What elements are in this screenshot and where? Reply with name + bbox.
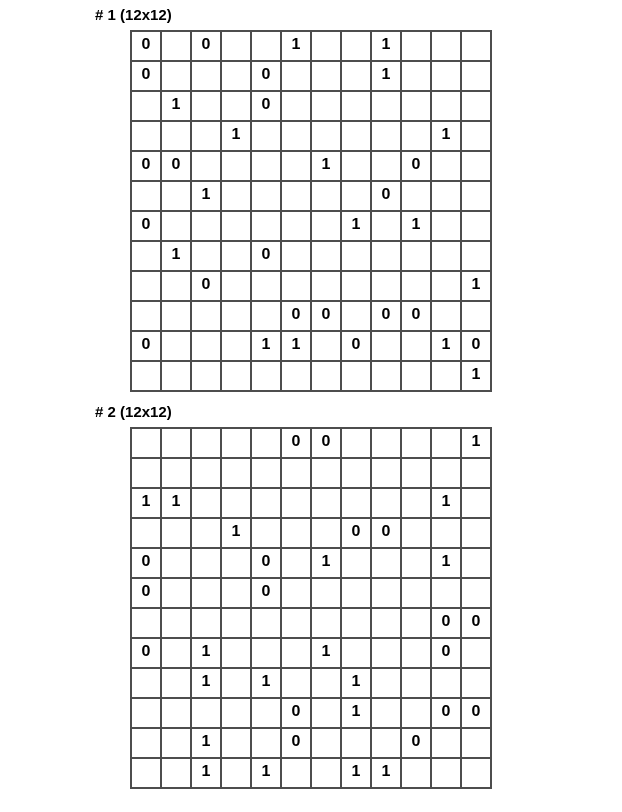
grid-cell-clue: 0 xyxy=(132,639,160,667)
grid-cell-empty xyxy=(282,242,310,270)
grid-cell-empty xyxy=(132,609,160,637)
grid-cell-empty xyxy=(402,182,430,210)
grid-cell-empty xyxy=(282,579,310,607)
grid-cell-empty xyxy=(342,122,370,150)
grid-cell-empty xyxy=(462,62,490,90)
puzzle-1-grid xyxy=(130,30,492,392)
grid-cell-empty xyxy=(312,519,340,547)
grid-cell-empty xyxy=(252,212,280,240)
grid-cell-empty xyxy=(402,332,430,360)
grid-cell-empty xyxy=(312,272,340,300)
grid-cell-empty xyxy=(222,332,250,360)
grid-cell-empty xyxy=(342,639,370,667)
grid-cell-empty xyxy=(402,272,430,300)
grid-cell-empty xyxy=(462,122,490,150)
grid-cell-clue: 1 xyxy=(342,212,370,240)
puzzle-1 xyxy=(0,8,622,392)
grid-cell-clue: 1 xyxy=(252,669,280,697)
grid-cell-clue: 0 xyxy=(432,609,460,637)
grid-cell-empty xyxy=(342,609,370,637)
grid-cell-empty xyxy=(342,32,370,60)
grid-cell-clue: 0 xyxy=(132,212,160,240)
grid-cell-empty xyxy=(222,549,250,577)
grid-cell-empty xyxy=(222,699,250,727)
grid-cell-empty xyxy=(372,609,400,637)
grid-cell-empty xyxy=(312,92,340,120)
grid-cell-empty xyxy=(282,272,310,300)
grid-cell-empty xyxy=(462,549,490,577)
grid-cell-clue: 1 xyxy=(372,62,400,90)
grid-cell-empty xyxy=(312,32,340,60)
grid-cell-empty xyxy=(222,32,250,60)
grid-cell-empty xyxy=(402,609,430,637)
grid-cell-empty xyxy=(312,332,340,360)
grid-cell-empty xyxy=(402,519,430,547)
grid-cell-empty xyxy=(162,609,190,637)
grid-cell-clue: 1 xyxy=(192,669,220,697)
grid-cell-empty xyxy=(282,489,310,517)
grid-cell-empty xyxy=(222,362,250,390)
grid-cell-empty xyxy=(402,549,430,577)
grid-cell-empty xyxy=(132,759,160,787)
grid-cell-empty xyxy=(162,182,190,210)
grid-cell-empty xyxy=(312,182,340,210)
grid-cell-clue: 1 xyxy=(312,639,340,667)
grid-cell-empty xyxy=(222,92,250,120)
grid-cell-clue: 0 xyxy=(132,152,160,180)
grid-cell-empty xyxy=(252,152,280,180)
grid-cell-empty xyxy=(312,212,340,240)
grid-cell-empty xyxy=(162,272,190,300)
grid-cell-empty xyxy=(462,729,490,757)
grid-cell-empty xyxy=(282,182,310,210)
grid-cell-empty xyxy=(402,62,430,90)
grid-cell-empty xyxy=(162,362,190,390)
grid-cell-empty xyxy=(372,152,400,180)
grid-cell-clue: 1 xyxy=(192,759,220,787)
grid-cell-empty xyxy=(192,152,220,180)
grid-cell-clue: 1 xyxy=(462,272,490,300)
grid-cell-empty xyxy=(222,302,250,330)
grid-cell-empty xyxy=(342,182,370,210)
grid-cell-empty xyxy=(132,92,160,120)
grid-cell-empty xyxy=(132,459,160,487)
grid-cell-empty xyxy=(222,759,250,787)
grid-cell-empty xyxy=(432,212,460,240)
grid-cell-clue: 1 xyxy=(432,489,460,517)
grid-cell-clue: 1 xyxy=(162,489,190,517)
grid-cell-clue: 0 xyxy=(342,519,370,547)
grid-cell-empty xyxy=(372,579,400,607)
grid-cell-empty xyxy=(252,362,280,390)
grid-cell-empty xyxy=(162,699,190,727)
grid-cell-clue: 1 xyxy=(462,362,490,390)
grid-cell-empty xyxy=(462,489,490,517)
grid-cell-empty xyxy=(282,362,310,390)
grid-cell-empty xyxy=(432,729,460,757)
grid-cell-empty xyxy=(342,429,370,457)
grid-cell-clue: 1 xyxy=(252,759,280,787)
grid-cell-empty xyxy=(162,639,190,667)
grid-cell-empty xyxy=(402,429,430,457)
grid-cell-empty xyxy=(342,729,370,757)
grid-cell-empty xyxy=(222,669,250,697)
grid-cell-clue: 1 xyxy=(192,182,220,210)
grid-cell-empty xyxy=(162,519,190,547)
grid-cell-empty xyxy=(192,362,220,390)
grid-cell-empty xyxy=(462,92,490,120)
grid-cell-empty xyxy=(402,669,430,697)
grid-cell-empty xyxy=(132,669,160,697)
grid-cell-clue: 0 xyxy=(252,242,280,270)
grid-cell-empty xyxy=(462,242,490,270)
grid-cell-empty xyxy=(132,182,160,210)
grid-cell-empty xyxy=(252,122,280,150)
grid-cell-empty xyxy=(192,62,220,90)
puzzle-2-grid xyxy=(130,427,492,789)
grid-cell-empty xyxy=(222,429,250,457)
grid-cell-empty xyxy=(162,302,190,330)
grid-cell-empty xyxy=(132,519,160,547)
grid-cell-empty xyxy=(432,242,460,270)
grid-cell-empty xyxy=(252,519,280,547)
grid-cell-empty xyxy=(252,182,280,210)
grid-cell-empty xyxy=(312,699,340,727)
grid-cell-empty xyxy=(162,729,190,757)
grid-cell-empty xyxy=(432,152,460,180)
grid-cell-empty xyxy=(222,579,250,607)
grid-cell-clue: 0 xyxy=(162,152,190,180)
grid-cell-empty xyxy=(222,459,250,487)
grid-cell-clue: 0 xyxy=(132,32,160,60)
grid-cell-empty xyxy=(132,429,160,457)
grid-cell-empty xyxy=(282,609,310,637)
grid-cell-clue: 0 xyxy=(342,332,370,360)
grid-cell-empty xyxy=(192,302,220,330)
grid-cell-clue: 0 xyxy=(132,62,160,90)
grid-cell-empty xyxy=(342,362,370,390)
grid-cell-empty xyxy=(432,272,460,300)
grid-cell-clue: 0 xyxy=(192,32,220,60)
grid-cell-empty xyxy=(402,579,430,607)
grid-cell-empty xyxy=(342,62,370,90)
grid-cell-empty xyxy=(312,729,340,757)
puzzle-2-title: # 2 (12x12) xyxy=(95,404,172,421)
grid-cell-empty xyxy=(462,519,490,547)
grid-cell-clue: 0 xyxy=(132,579,160,607)
grid-cell-empty xyxy=(132,362,160,390)
grid-cell-empty xyxy=(342,92,370,120)
grid-cell-empty xyxy=(432,429,460,457)
grid-cell-clue: 1 xyxy=(432,122,460,150)
grid-cell-empty xyxy=(462,759,490,787)
grid-cell-empty xyxy=(252,32,280,60)
grid-cell-empty xyxy=(402,489,430,517)
grid-cell-empty xyxy=(312,759,340,787)
grid-cell-empty xyxy=(372,332,400,360)
grid-cell-empty xyxy=(222,489,250,517)
grid-cell-empty xyxy=(462,669,490,697)
grid-cell-empty xyxy=(222,272,250,300)
grid-cell-empty xyxy=(162,669,190,697)
grid-cell-clue: 1 xyxy=(252,332,280,360)
grid-cell-clue: 1 xyxy=(342,669,370,697)
grid-cell-empty xyxy=(342,272,370,300)
grid-cell-empty xyxy=(372,729,400,757)
grid-cell-empty xyxy=(432,519,460,547)
grid-cell-empty xyxy=(282,62,310,90)
grid-cell-empty xyxy=(162,332,190,360)
grid-cell-empty xyxy=(312,62,340,90)
grid-cell-empty xyxy=(372,699,400,727)
grid-cell-empty xyxy=(312,122,340,150)
grid-cell-clue: 0 xyxy=(462,332,490,360)
grid-cell-empty xyxy=(132,699,160,727)
grid-cell-empty xyxy=(372,242,400,270)
grid-cell-empty xyxy=(462,302,490,330)
grid-cell-empty xyxy=(402,32,430,60)
grid-cell-clue: 0 xyxy=(402,302,430,330)
grid-cell-clue: 0 xyxy=(282,302,310,330)
grid-cell-empty xyxy=(162,212,190,240)
grid-cell-clue: 0 xyxy=(372,182,400,210)
grid-cell-clue: 0 xyxy=(372,302,400,330)
grid-cell-clue: 1 xyxy=(462,429,490,457)
grid-cell-empty xyxy=(342,242,370,270)
grid-cell-clue: 0 xyxy=(462,609,490,637)
grid-cell-empty xyxy=(282,459,310,487)
grid-cell-empty xyxy=(192,459,220,487)
grid-cell-empty xyxy=(432,579,460,607)
grid-cell-empty xyxy=(372,549,400,577)
grid-cell-empty xyxy=(372,429,400,457)
grid-cell-clue: 1 xyxy=(192,639,220,667)
grid-cell-empty xyxy=(462,32,490,60)
grid-cell-empty xyxy=(432,459,460,487)
grid-cell-empty xyxy=(192,579,220,607)
grid-cell-clue: 1 xyxy=(312,549,340,577)
grid-cell-clue: 1 xyxy=(402,212,430,240)
grid-cell-empty xyxy=(252,429,280,457)
grid-cell-empty xyxy=(132,272,160,300)
grid-cell-empty xyxy=(192,609,220,637)
grid-cell-clue: 1 xyxy=(342,759,370,787)
grid-cell-empty xyxy=(342,459,370,487)
grid-cell-empty xyxy=(252,699,280,727)
grid-cell-clue: 1 xyxy=(342,699,370,727)
grid-cell-empty xyxy=(462,152,490,180)
grid-cell-empty xyxy=(192,92,220,120)
grid-cell-empty xyxy=(312,242,340,270)
grid-cell-empty xyxy=(432,92,460,120)
grid-cell-empty xyxy=(132,122,160,150)
grid-cell-empty xyxy=(282,122,310,150)
grid-cell-empty xyxy=(162,122,190,150)
grid-cell-clue: 0 xyxy=(372,519,400,547)
grid-cell-empty xyxy=(222,182,250,210)
grid-cell-empty xyxy=(462,212,490,240)
grid-cell-empty xyxy=(402,362,430,390)
grid-cell-empty xyxy=(282,669,310,697)
grid-cell-empty xyxy=(432,669,460,697)
grid-cell-empty xyxy=(162,579,190,607)
grid-cell-empty xyxy=(402,122,430,150)
grid-cell-clue: 1 xyxy=(432,549,460,577)
grid-cell-empty xyxy=(162,429,190,457)
grid-cell-empty xyxy=(372,459,400,487)
grid-cell-empty xyxy=(252,272,280,300)
grid-cell-clue: 0 xyxy=(282,729,310,757)
grid-cell-empty xyxy=(192,699,220,727)
grid-cell-empty xyxy=(192,429,220,457)
grid-cell-clue: 1 xyxy=(372,759,400,787)
grid-cell-empty xyxy=(462,579,490,607)
puzzle-2 xyxy=(0,405,622,789)
grid-cell-empty xyxy=(282,759,310,787)
grid-cell-empty xyxy=(192,519,220,547)
grid-cell-empty xyxy=(222,242,250,270)
puzzle-1-title: # 1 (12x12) xyxy=(95,7,172,24)
grid-cell-empty xyxy=(432,32,460,60)
grid-cell-empty xyxy=(282,212,310,240)
grid-cell-empty xyxy=(342,152,370,180)
grid-cell-empty xyxy=(162,459,190,487)
grid-cell-empty xyxy=(222,152,250,180)
grid-cell-empty xyxy=(132,729,160,757)
grid-cell-empty xyxy=(132,242,160,270)
grid-cell-clue: 0 xyxy=(132,332,160,360)
grid-cell-empty xyxy=(192,242,220,270)
grid-cell-empty xyxy=(372,489,400,517)
grid-cell-empty xyxy=(222,729,250,757)
grid-cell-empty xyxy=(312,609,340,637)
grid-cell-empty xyxy=(432,302,460,330)
grid-cell-empty xyxy=(192,332,220,360)
grid-cell-clue: 0 xyxy=(252,92,280,120)
grid-cell-clue: 0 xyxy=(402,152,430,180)
grid-cell-empty xyxy=(402,699,430,727)
grid-cell-empty xyxy=(372,122,400,150)
grid-cell-empty xyxy=(282,639,310,667)
grid-cell-clue: 0 xyxy=(252,549,280,577)
grid-cell-empty xyxy=(342,579,370,607)
grid-cell-empty xyxy=(342,489,370,517)
grid-cell-clue: 0 xyxy=(402,729,430,757)
grid-cell-clue: 0 xyxy=(252,579,280,607)
grid-cell-empty xyxy=(192,489,220,517)
grid-cell-empty xyxy=(162,549,190,577)
grid-cell-clue: 1 xyxy=(282,32,310,60)
grid-cell-empty xyxy=(432,759,460,787)
grid-cell-clue: 0 xyxy=(312,429,340,457)
grid-cell-empty xyxy=(402,242,430,270)
grid-cell-empty xyxy=(312,459,340,487)
grid-cell-empty xyxy=(462,459,490,487)
grid-cell-empty xyxy=(222,639,250,667)
grid-cell-empty xyxy=(432,362,460,390)
grid-cell-empty xyxy=(252,459,280,487)
grid-cell-empty xyxy=(312,669,340,697)
grid-cell-empty xyxy=(342,302,370,330)
grid-cell-clue: 0 xyxy=(132,549,160,577)
grid-cell-clue: 1 xyxy=(162,242,190,270)
grid-cell-empty xyxy=(252,639,280,667)
grid-cell-empty xyxy=(372,272,400,300)
grid-cell-empty xyxy=(312,362,340,390)
grid-cell-clue: 0 xyxy=(432,639,460,667)
grid-cell-empty xyxy=(162,62,190,90)
grid-cell-clue: 1 xyxy=(222,122,250,150)
grid-cell-empty xyxy=(252,489,280,517)
grid-cell-empty xyxy=(282,519,310,547)
grid-cell-clue: 0 xyxy=(192,272,220,300)
grid-cell-clue: 1 xyxy=(312,152,340,180)
grid-cell-clue: 1 xyxy=(192,729,220,757)
grid-cell-empty xyxy=(192,549,220,577)
grid-cell-empty xyxy=(162,759,190,787)
grid-cell-empty xyxy=(372,639,400,667)
grid-cell-empty xyxy=(462,182,490,210)
grid-cell-empty xyxy=(402,459,430,487)
grid-cell-empty xyxy=(432,62,460,90)
grid-cell-empty xyxy=(402,759,430,787)
grid-cell-clue: 0 xyxy=(462,699,490,727)
grid-cell-clue: 0 xyxy=(312,302,340,330)
grid-cell-empty xyxy=(402,92,430,120)
grid-cell-empty xyxy=(252,729,280,757)
grid-cell-empty xyxy=(192,122,220,150)
grid-cell-empty xyxy=(252,609,280,637)
grid-cell-empty xyxy=(222,62,250,90)
grid-cell-empty xyxy=(342,549,370,577)
grid-cell-empty xyxy=(402,639,430,667)
grid-cell-clue: 1 xyxy=(282,332,310,360)
grid-cell-empty xyxy=(132,302,160,330)
grid-cell-empty xyxy=(222,609,250,637)
grid-cell-empty xyxy=(462,639,490,667)
grid-cell-clue: 1 xyxy=(432,332,460,360)
grid-cell-clue: 1 xyxy=(372,32,400,60)
grid-cell-empty xyxy=(372,669,400,697)
grid-cell-empty xyxy=(372,212,400,240)
grid-cell-empty xyxy=(282,152,310,180)
grid-cell-clue: 0 xyxy=(282,699,310,727)
grid-cell-clue: 0 xyxy=(252,62,280,90)
grid-cell-clue: 1 xyxy=(162,92,190,120)
grid-cell-empty xyxy=(282,92,310,120)
grid-cell-empty xyxy=(432,182,460,210)
grid-cell-empty xyxy=(252,302,280,330)
grid-cell-empty xyxy=(372,362,400,390)
grid-cell-empty xyxy=(312,579,340,607)
grid-cell-empty xyxy=(222,212,250,240)
grid-cell-clue: 1 xyxy=(132,489,160,517)
grid-cell-empty xyxy=(312,489,340,517)
grid-cell-clue: 0 xyxy=(432,699,460,727)
grid-cell-empty xyxy=(162,32,190,60)
grid-cell-empty xyxy=(282,549,310,577)
grid-cell-empty xyxy=(372,92,400,120)
grid-cell-clue: 0 xyxy=(282,429,310,457)
grid-cell-empty xyxy=(192,212,220,240)
grid-cell-clue: 1 xyxy=(222,519,250,547)
